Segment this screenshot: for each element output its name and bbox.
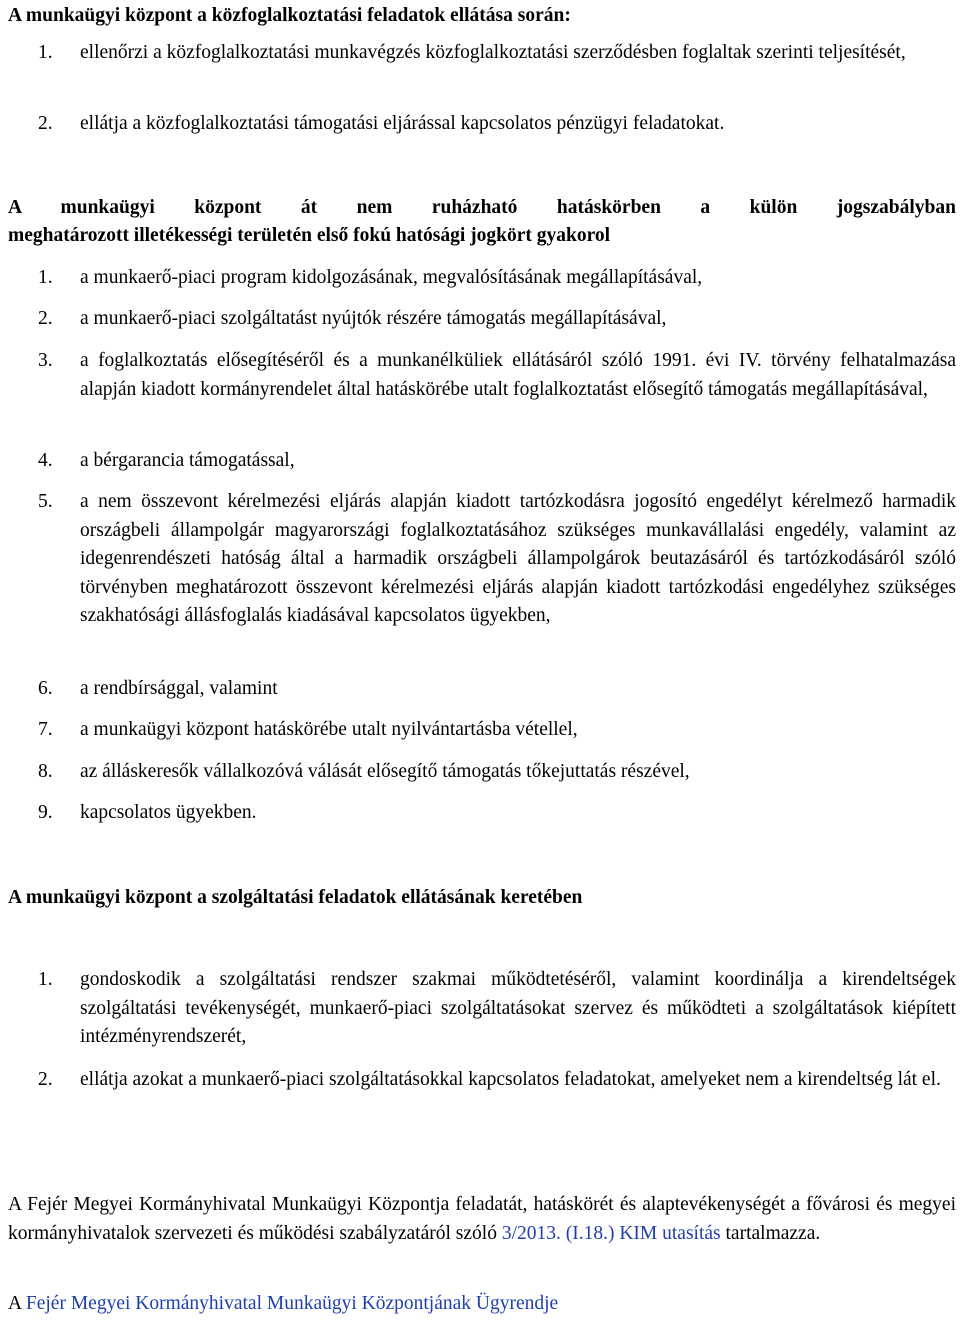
list-item <box>8 1066 956 1095</box>
list-text: ellenőrzi a közfoglalkoztatási munkavégzés közfoglalkoztatási szerződésben foglaltak szerinti teljesítését, <box>80 42 906 63</box>
list-item <box>8 488 956 631</box>
list-text: a foglalkoztatás elősegítéséről és a munkanélküliek ellátásáról szóló 1991. évi IV. törvény felhatalmazása alapján kiadott kormányrendelet által hatáskörébe utalt foglalkoztatást elősegítő támogatás megállapításával, <box>80 350 956 400</box>
list-text: ellátja azokat a munkaerő-piaci szolgáltatásokkal kapcsolatos feladatokat, amelyeket nem a kirendeltség lát el. <box>80 1069 941 1090</box>
list-item <box>8 347 956 404</box>
list-number: 5. <box>38 491 53 512</box>
ugyrend-line <box>8 1290 956 1319</box>
list-text: a rendbírsággal, valamint <box>80 678 278 699</box>
list-text: a bérgarancia támogatással, <box>80 450 295 471</box>
list-number: 1. <box>38 969 53 990</box>
list-text: a munkaerő-piaci program kidolgozásának, megvalósításának megállapításával, <box>80 267 703 288</box>
list-number: 6. <box>38 678 53 699</box>
list-number: 2. <box>38 1069 53 1090</box>
list-number: 1. <box>38 42 53 63</box>
closing-text-end: tartalmazza. <box>720 1222 821 1244</box>
closing-paragraph <box>8 1191 956 1248</box>
list-item <box>8 966 956 1052</box>
list-number: 8. <box>38 761 53 782</box>
list-number: 4. <box>38 450 53 471</box>
closing-text: A Fejér Megyei Kormányhivatal Munkaügyi Központja feladatát, hatáskörét és alaptevékenységét a fővárosi és megyei kormányhivatalok szervezeti és működési szabályzatáról szóló <box>8 1194 956 1244</box>
list-item <box>8 110 956 139</box>
list-text: a munkaerő-piaci szolgáltatást nyújtók részére támogatás megállapításával, <box>80 308 667 329</box>
list-number: 3. <box>38 350 53 371</box>
list-text: a munkaügyi központ hatáskörébe utalt nyilvántartásba vétellel, <box>80 719 578 740</box>
list-item <box>8 264 956 293</box>
list-item <box>8 39 956 68</box>
ugyrend-prefix: A <box>8 1293 26 1314</box>
kim-utasitas-link[interactable]: 3/2013. (I.18.) KIM utasítás <box>501 1222 721 1244</box>
list-number: 2. <box>38 308 53 329</box>
list-item <box>8 305 956 334</box>
section1-heading: A munkaügyi központ a közfoglalkoztatási feladatok ellátása során: <box>8 5 571 26</box>
list-item <box>8 799 956 828</box>
list-number: 7. <box>38 719 53 740</box>
list-number: 9. <box>38 802 53 823</box>
section2-heading-line1: A munkaügyi központ át nem ruházható hatáskörben a külön jogszabályban <box>8 197 956 218</box>
list-text: az álláskeresők vállalkozóvá válását elősegítő támogatás tőkejuttatás részével, <box>80 761 690 782</box>
list-text: ellátja a közfoglalkoztatási támogatási eljárással kapcsolatos pénzügyi feladatokat. <box>80 113 725 134</box>
ugyrend-link[interactable]: Fejér Megyei Kormányhivatal Munkaügyi Központjának Ügyrendje <box>25 1293 559 1314</box>
list-item <box>8 758 956 787</box>
list-item <box>8 716 956 745</box>
section3-heading: A munkaügyi központ a szolgáltatási feladatok ellátásának keretében <box>8 887 583 908</box>
list-number: 2. <box>38 113 53 134</box>
list-item <box>8 447 956 476</box>
list-text: gondoskodik a szolgáltatási rendszer szakmai működtetéséről, valamint koordinálja a kirendeltségek szolgáltatási tevékenységét, munkaerő-piaci szolgáltatásokat szervez és működteti a szolgáltatások kiépített intézményrendszerét, <box>80 969 956 1047</box>
list-text: a nem összevont kérelmezési eljárás alapján kiadott tartózkodásra jogosító engedélyt kérelmező harmadik országbeli állampolgár magyarországi foglalkoztatásához szükséges munkavállalási engedély, valamint az idegenrendészeti hatóság által a harmadik országbeli állampolgárok beutazásáról és tartózkodásáról szóló törvényben meghatározott összevont kérelmezési eljárás alapján kiadott tartózkodási engedélyhez szükséges szakhatósági állásfoglalás kiadásával kapcsolatos ügyekben, <box>80 491 956 626</box>
section2-heading-line2: meghatározott illetékességi területén első fokú hatósági jogkört gyakorol <box>8 225 611 246</box>
list-item <box>8 675 956 704</box>
list-text: kapcsolatos ügyekben. <box>80 802 257 823</box>
list-number: 1. <box>38 267 53 288</box>
